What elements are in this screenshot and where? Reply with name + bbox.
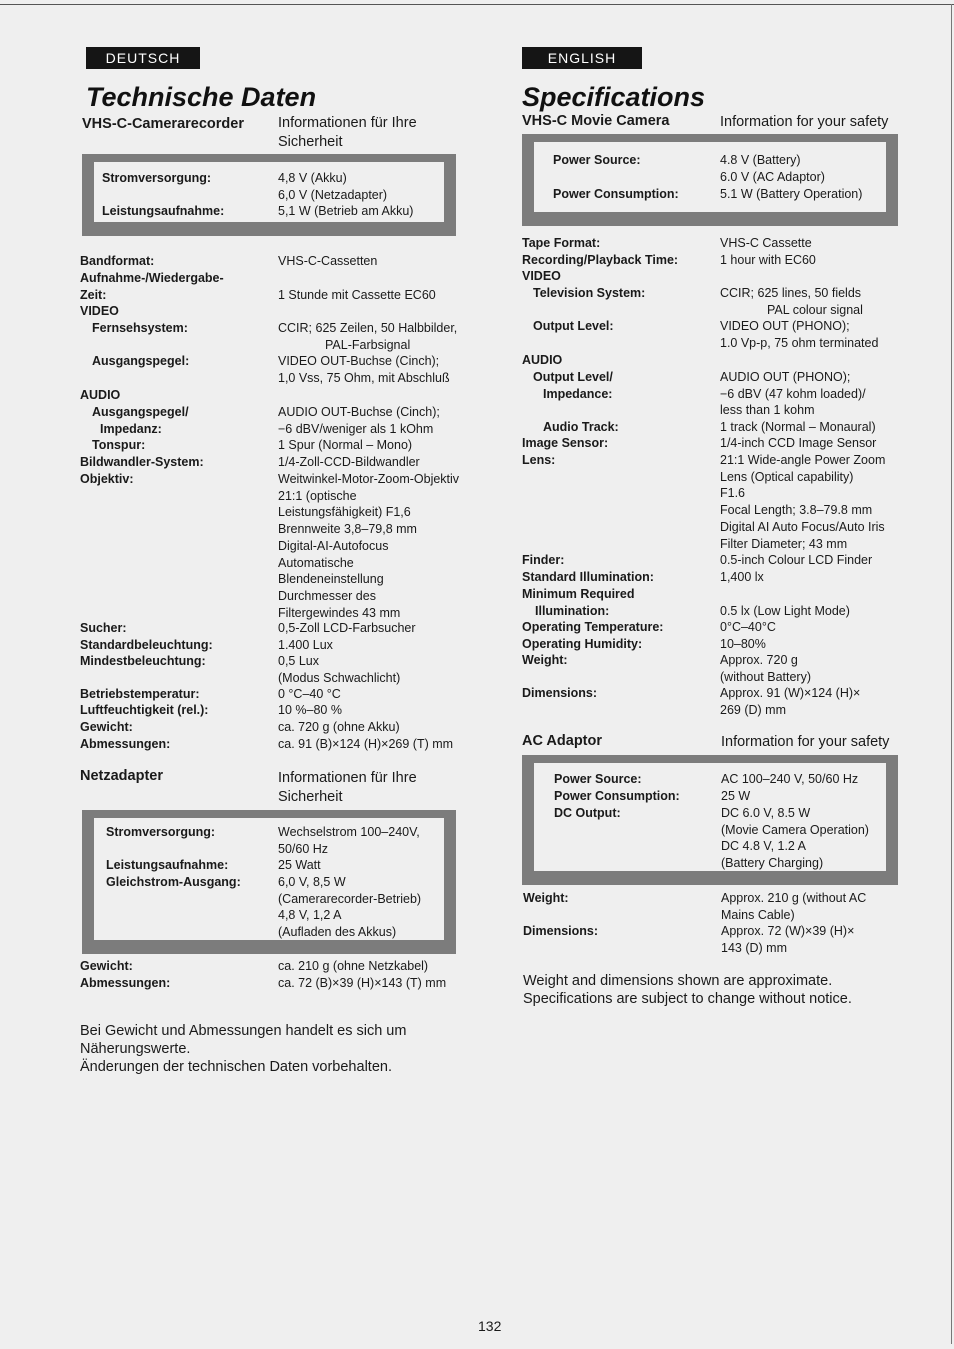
de-adapter-safety-heading: Informationen für Ihre	[278, 770, 417, 786]
de-footnote: Bei Gewicht und Abmessungen handelt es sich um	[80, 1023, 407, 1039]
de-adapter-safety-heading: Sicherheit	[278, 789, 343, 805]
en-spec-label: AUDIO	[522, 353, 563, 367]
en-camera-heading: VHS-C Movie Camera	[522, 113, 670, 129]
en-adapter-value: DC 4.8 V, 1.2 A	[721, 839, 807, 854]
de-spec-value: Digital-AI-Autofocus	[278, 538, 389, 553]
de-adapter-heading: Netzadapter	[80, 768, 163, 784]
en-spec-value: 1 hour with EC60	[720, 253, 816, 267]
de-spec-label: Zeit:	[80, 287, 107, 302]
de-spec-value: 1/4-Zoll-CCD-Bildwandler	[278, 455, 420, 469]
en-spec-value: 1.0 Vp-p, 75 ohm terminated	[720, 335, 879, 350]
de-adapter-value: 6,0 V, 8,5 W	[278, 875, 346, 889]
de-spec-value: Durchmesser des	[278, 588, 376, 603]
en-adapter-label: Power Consumption:	[554, 789, 680, 803]
en-adapter-spec-value: Mains Cable)	[721, 907, 795, 922]
de-spec-label: Gewicht:	[80, 720, 133, 734]
en-spec-value: 0°C–40°C	[720, 620, 776, 634]
de-adapter-label: Leistungsaufnahme:	[106, 858, 229, 872]
de-spec-value: Filtergewindes 43 mm	[278, 605, 401, 620]
de-safety-label: Leistungsaufnahme:	[102, 204, 225, 218]
de-camera-heading: VHS-C-Camerarecorder	[82, 116, 244, 132]
en-adapter-spec-value: Approx. 72 (W)×39 (H)×	[721, 924, 855, 938]
en-spec-value: 1,400 lx	[720, 570, 764, 584]
de-spec-value: 0 °C–40 °C	[278, 687, 341, 701]
en-adapter-spec-value: Approx. 210 g (without AC	[721, 891, 867, 905]
en-page-title: Specifications	[522, 82, 706, 112]
page-number: 132	[478, 1318, 502, 1334]
de-spec-value: 10 %–80 %	[278, 703, 342, 717]
de-spec-value: (Modus Schwachlicht)	[278, 670, 401, 685]
en-spec-label: Output Level/	[533, 370, 613, 384]
de-spec-value: 1,0 Vss, 75 Ohm, mit Abschluß	[278, 370, 450, 385]
en-spec-value: 21:1 Wide-angle Power Zoom	[720, 453, 886, 467]
de-spec-value: Weitwinkel-Motor-Zoom-Objektiv	[278, 472, 460, 486]
en-safety-label: Power Consumption:	[553, 187, 679, 201]
de-spec-label: Aufnahme-/Wiedergabe-	[80, 271, 224, 285]
de-adapter-value: Wechselstrom 100–240V,	[278, 825, 420, 839]
de-safety-value: 5,1 W (Betrieb am Akku)	[278, 204, 414, 218]
en-adapter-spec-value: 143 (D) mm	[721, 940, 787, 955]
en-spec-label: Weight:	[522, 653, 568, 667]
de-adapter-spec-label: Abmessungen:	[80, 976, 171, 990]
de-spec-value: Brennweite 3,8–79,8 mm	[278, 522, 417, 537]
en-spec-value: AUDIO OUT (PHONO);	[720, 370, 851, 384]
de-spec-label: Bildwandler-System:	[80, 455, 204, 469]
de-spec-value: 1 Spur (Normal – Mono)	[278, 438, 413, 452]
de-spec-label: VIDEO	[80, 304, 119, 318]
de-spec-value: 1 Stunde mit Cassette EC60	[278, 287, 436, 302]
en-spec-label: Recording/Playback Time:	[522, 253, 679, 267]
en-adapter-label: Power Source:	[554, 772, 642, 786]
de-spec-value: Blendeneinstellung	[278, 572, 384, 587]
de-spec-label: Betriebstemperatur:	[80, 687, 200, 701]
de-spec-label: Ausgangspegel/	[92, 405, 189, 419]
de-spec-label: Tonspur:	[92, 438, 146, 452]
de-spec-label: Objektiv:	[80, 472, 134, 486]
de-spec-value: ca. 720 g (ohne Akku)	[278, 720, 400, 734]
de-spec-value: 0,5-Zoll LCD-Farbsucher	[278, 621, 416, 635]
en-spec-label: Output Level:	[533, 319, 614, 333]
en-spec-label: Operating Temperature:	[522, 620, 664, 634]
en-safety-value: 4.8 V (Battery)	[720, 153, 801, 167]
de-adapter-spec-value: ca. 72 (B)×39 (H)×143 (T) mm	[278, 976, 447, 990]
en-adapter-spec-label: Dimensions:	[523, 924, 599, 938]
en-spec-value: Digital AI Auto Focus/Auto Iris	[720, 519, 885, 534]
de-spec-value: −6 dBV/weniger als 1 kOhm	[278, 421, 434, 436]
de-footnote: Näherungswerte.	[80, 1041, 191, 1057]
en-spec-label: Image Sensor:	[522, 436, 609, 450]
en-spec-value: 10–80%	[720, 637, 766, 651]
de-adapter-value: 4,8 V, 1,2 A	[278, 908, 342, 923]
en-safety-value: 5.1 W (Battery Operation)	[720, 187, 863, 201]
de-safety-label: Stromversorgung:	[102, 171, 212, 185]
de-spec-value: 1.400 Lux	[278, 638, 333, 652]
de-adapter-value: 50/60 Hz	[278, 841, 329, 856]
de-spec-value: PAL-Farbsignal	[325, 337, 411, 352]
de-spec-label: AUDIO	[80, 388, 121, 402]
en-spec-label: Finder:	[522, 553, 565, 567]
de-spec-value: VIDEO OUT-Buchse (Cinch);	[278, 354, 440, 368]
en-adapter-heading: AC Adaptor	[522, 733, 603, 749]
en-adapter-value: (Battery Charging)	[721, 856, 824, 871]
en-spec-value: VIDEO OUT (PHONO);	[720, 319, 850, 333]
en-adapter-value: 25 W	[721, 789, 751, 803]
en-spec-label: Television System:	[533, 286, 646, 300]
de-adapter-label: Gleichstrom-Ausgang:	[106, 875, 241, 889]
en-adapter-value: DC 6.0 V, 8.5 W	[721, 806, 811, 820]
en-adapter-value: (Movie Camera Operation)	[721, 822, 869, 837]
de-page-title: Technische Daten	[86, 82, 317, 112]
en-spec-value: Approx. 720 g	[720, 653, 798, 667]
de-footnote: Änderungen der technischen Daten vorbehalten.	[80, 1059, 392, 1075]
en-language-tab: ENGLISH	[522, 47, 642, 69]
en-adapter-label: DC Output:	[554, 806, 621, 820]
de-adapter-value: (Aufladen des Akkus)	[278, 925, 397, 940]
en-spec-label: Impedance:	[543, 386, 613, 401]
de-language-tab: DEUTSCH	[86, 47, 200, 69]
en-spec-value: less than 1 kohm	[720, 403, 815, 418]
de-spec-value: 0,5 Lux	[278, 654, 320, 668]
de-spec-value: CCIR; 625 Zeilen, 50 Halbbilder,	[278, 321, 458, 335]
en-spec-label: VIDEO	[522, 269, 561, 283]
en-spec-label: Operating Humidity:	[522, 637, 643, 651]
en-spec-label: Lens:	[522, 453, 556, 467]
de-spec-label: Ausgangspegel:	[92, 354, 190, 368]
de-safety-heading: Sicherheit	[278, 134, 343, 150]
en-spec-value: Approx. 91 (W)×124 (H)×	[720, 686, 861, 700]
en-spec-value: 1 track (Normal – Monaural)	[720, 420, 876, 434]
de-spec-value: ca. 91 (B)×124 (H)×269 (T) mm	[278, 737, 454, 751]
en-adapter-spec-label: Weight:	[523, 891, 569, 905]
en-safety-value: 6.0 V (AC Adaptor)	[720, 169, 825, 184]
en-spec-value: F1.6	[720, 486, 746, 501]
en-spec-label: Standard Illumination:	[522, 570, 654, 584]
de-spec-label: Fernsehsystem:	[92, 321, 188, 335]
en-spec-label: Tape Format:	[522, 236, 601, 250]
en-adapter-safety-heading: Information for your safety	[721, 734, 890, 750]
de-adapter-spec-label: Gewicht:	[80, 959, 133, 973]
en-spec-value: 0.5 lx (Low Light Mode)	[720, 603, 850, 618]
de-spec-label: Impedanz:	[100, 421, 162, 436]
en-spec-value: (without Battery)	[720, 669, 812, 684]
en-safety-label: Power Source:	[553, 153, 641, 167]
en-spec-value: Lens (Optical capability)	[720, 469, 854, 484]
en-spec-label: Illumination:	[535, 603, 610, 618]
de-spec-label: Bandformat:	[80, 254, 155, 268]
en-spec-label: Audio Track:	[543, 420, 619, 434]
en-adapter-value: AC 100–240 V, 50/60 Hz	[721, 772, 859, 786]
en-spec-value: −6 dBV (47 kohm loaded)/	[720, 386, 866, 401]
en-spec-value: VHS-C Cassette	[720, 236, 812, 250]
en-spec-value: 0.5-inch Colour LCD Finder	[720, 553, 873, 567]
en-spec-value: 1/4-inch CCD Image Sensor	[720, 436, 877, 450]
en-safety-heading: Information for your safety	[720, 114, 889, 130]
en-spec-value: 269 (D) mm	[720, 702, 786, 717]
de-spec-label: Abmessungen:	[80, 737, 171, 751]
en-spec-label: Minimum Required	[522, 587, 635, 601]
de-spec-label: Standardbeleuchtung:	[80, 638, 213, 652]
en-spec-value: CCIR; 625 lines, 50 fields	[720, 286, 862, 300]
en-spec-value: PAL colour signal	[767, 302, 863, 317]
right-rule	[951, 4, 952, 1344]
en-spec-label: Dimensions:	[522, 686, 598, 700]
de-spec-value: AUDIO OUT-Buchse (Cinch);	[278, 405, 440, 419]
en-spec-value: Focal Length; 3.8–79.8 mm	[720, 503, 873, 518]
de-spec-value: VHS-C-Cassetten	[278, 254, 378, 268]
de-spec-value: 21:1 (optische	[278, 488, 357, 503]
de-spec-value: Leistungsfähigkeit) F1,6	[278, 505, 411, 520]
de-spec-label: Mindestbeleuchtung:	[80, 654, 206, 668]
de-adapter-spec-value: ca. 210 g (ohne Netzkabel)	[278, 959, 429, 973]
en-footnote: Specifications are subject to change without notice.	[523, 991, 852, 1007]
de-spec-value: Automatische	[278, 555, 354, 570]
de-adapter-value: (Camerarecorder-Betrieb)	[278, 891, 422, 906]
de-spec-label: Sucher:	[80, 621, 127, 635]
de-safety-value: 4,8 V (Akku)	[278, 171, 347, 185]
de-adapter-label: Stromversorgung:	[106, 825, 216, 839]
de-spec-label: Luftfeuchtigkeit (rel.):	[80, 703, 209, 717]
top-rule	[0, 4, 954, 5]
en-spec-value: Filter Diameter; 43 mm	[720, 536, 848, 551]
de-safety-heading: Informationen für Ihre	[278, 115, 417, 131]
de-adapter-value: 25 Watt	[278, 858, 321, 872]
en-footnote: Weight and dimensions shown are approximate.	[523, 973, 833, 989]
de-safety-value: 6,0 V (Netzadapter)	[278, 187, 388, 202]
